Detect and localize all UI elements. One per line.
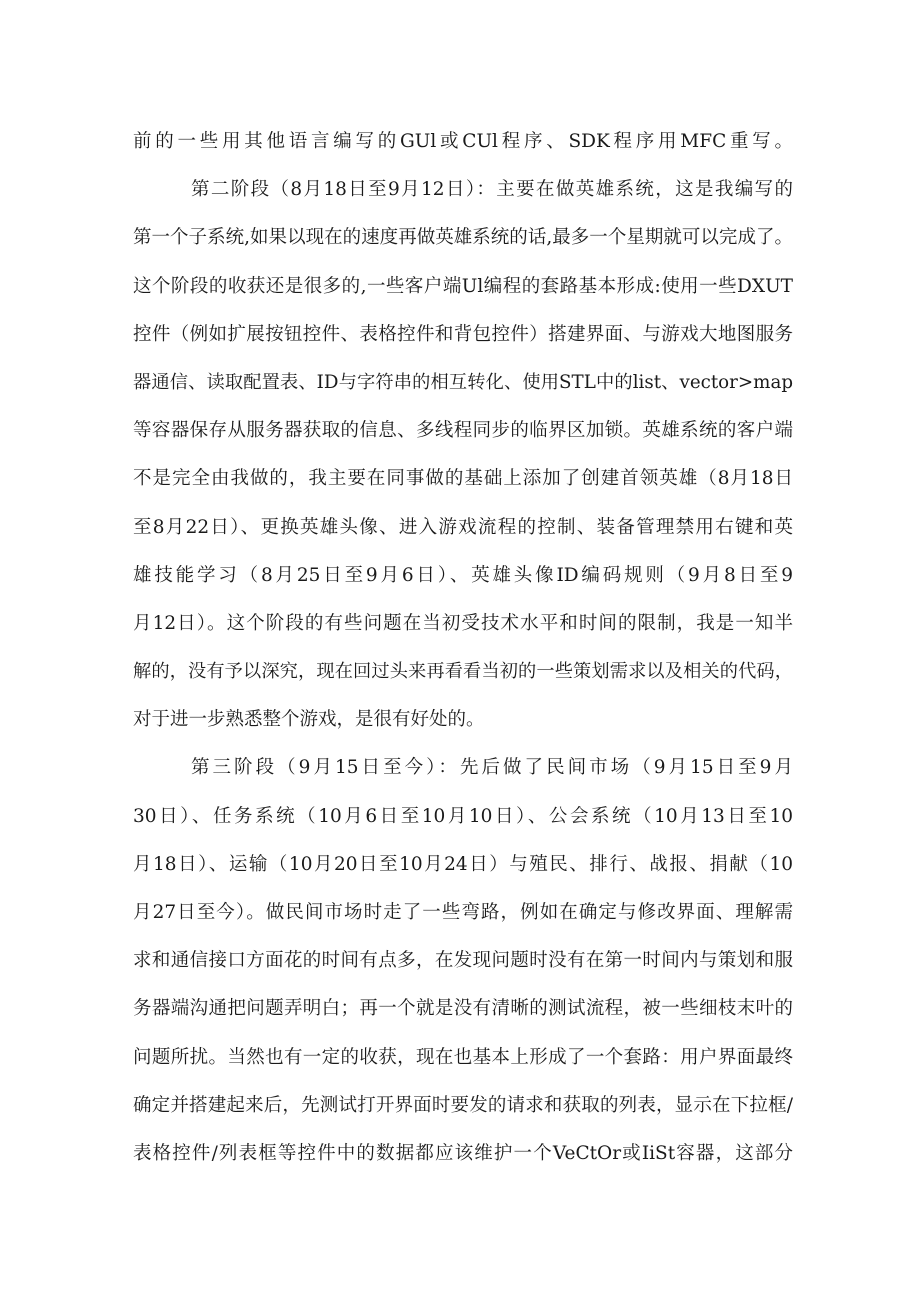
- text-line: 等容器保存从服务器获取的信息、多线程同步的临界区加锁。英雄系统的客户端: [133, 420, 793, 442]
- text-line: 雄技能学习（8月25日至9月6日）、英雄头像ID编码规则（9月8日至9: [133, 564, 793, 586]
- text-line: 这个阶段的收获还是很多的,一些客户端Ul编程的套路基本形成:使用一些DXUT: [133, 275, 793, 297]
- text-line: 问题所扰。当然也有一定的收获，现在也基本上形成了一个套路：用户界面最终: [133, 1046, 793, 1068]
- paragraph-end-line: 对于进一步熟悉整个游戏，是很有好处的。: [133, 709, 485, 731]
- text-line: 解的，没有予以深究，现在回过头来再看看当初的一些策划需求以及相关的代码，: [133, 661, 793, 683]
- text-line: 第一个子系统,如果以现在的速度再做英雄系统的话,最多一个星期就可以完成了。: [133, 227, 793, 249]
- text-line: 求和通信接口方面花的时间有点多，在发现问题时没有在第一时间内与策划和服: [133, 950, 793, 972]
- text-line: 确定并搭建起来后，先测试打开界面时要发的请求和获取的列表，显示在下拉框/: [133, 1094, 793, 1116]
- text-line: 至8月22日）、更换英雄头像、进入游戏流程的控制、装备管理禁用右键和英: [133, 516, 793, 538]
- text-line: 不是完全由我做的，我主要在同事做的基础上添加了创建首领英雄（8月18日: [133, 468, 793, 490]
- text-line: 器通信、读取配置表、ID与字符串的相互转化、使用STL中的list、vector>map: [133, 371, 793, 393]
- text-line: 30日）、任务系统（10月6日至10月10日）、公会系统（10月13日至10: [133, 805, 793, 827]
- text-line: 控件（例如扩展按钮控件、表格控件和背包控件）搭建界面、与游戏大地图服务: [133, 323, 793, 345]
- text-line: 前的一些用其他语言编写的GUl或CUl程序、SDK程序用MFC重写。: [133, 131, 793, 152]
- text-line: 务器端沟通把问题弄明白；再一个就是没有清晰的测试流程，被一些细枝末叶的: [133, 998, 793, 1020]
- paragraph-start-line: 第三阶段（9月15日至今）：先后做了民间市场（9月15日至9月: [191, 757, 793, 779]
- text-line: 月18日）、运输（10月20日至10月24日）与殖民、排行、战报、捐献（10: [133, 853, 793, 875]
- text-line: 表格控件/列表框等控件中的数据都应该维护一个VeCtOr或IiSt容器，这部分: [133, 1142, 793, 1164]
- paragraph-start-line: 第二阶段（8月18日至9月12日）：主要在做英雄系统，这是我编写的: [191, 179, 793, 201]
- text-line: 月12日）。这个阶段的有些问题在当初受技术水平和时间的限制，我是一知半: [133, 612, 793, 634]
- text-line: 月27日至今）。做民间市场时走了一些弯路，例如在确定与修改界面、理解需: [133, 902, 793, 923]
- document-body: [133, 118, 793, 1178]
